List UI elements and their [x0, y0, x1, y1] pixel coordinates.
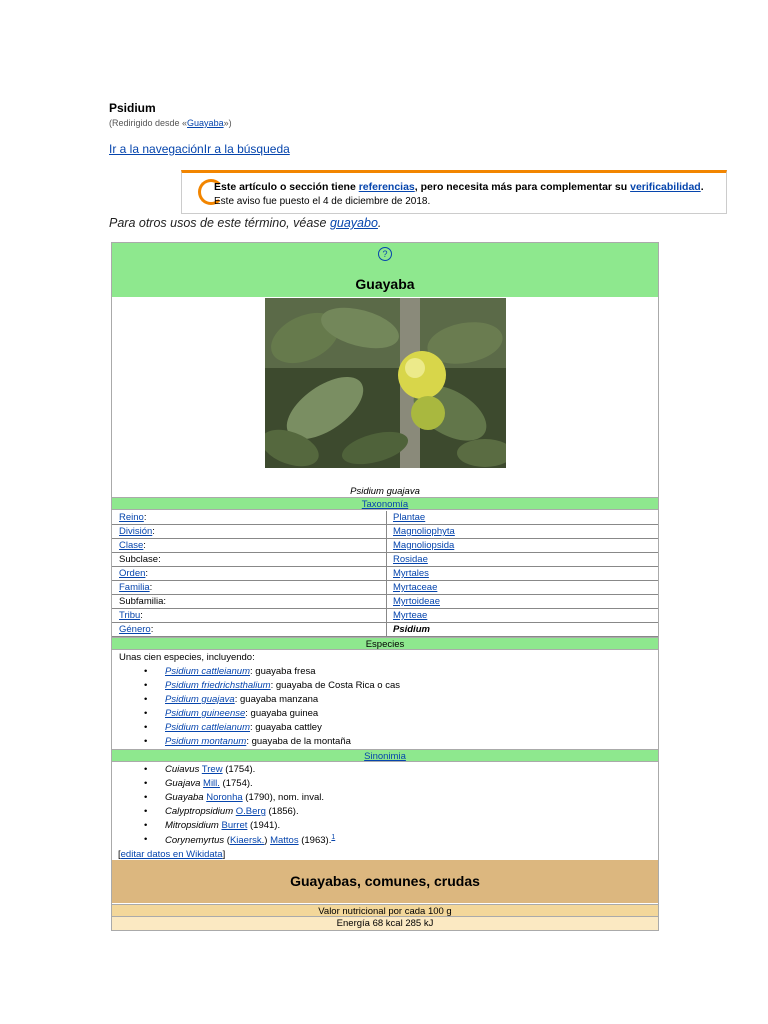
column-divider: [386, 609, 387, 622]
synonym-list: [112, 764, 335, 848]
synonym-year: (1941).: [247, 820, 281, 831]
rank-label: Subclase: [119, 554, 159, 565]
species-link[interactable]: Psidium friedrichsthalium: [165, 680, 271, 691]
redirect-note: [109, 118, 232, 128]
author-link[interactable]: Burret: [221, 820, 248, 831]
rank-label[interactable]: Familia: [119, 582, 150, 593]
edit-open: [: [118, 849, 121, 860]
rank-label[interactable]: Orden: [119, 568, 146, 579]
wikidata-edit: [118, 849, 225, 860]
synonym-genus: Guayaba: [165, 792, 204, 803]
especies-header: Especies: [112, 637, 658, 650]
synonym-genus: Cuiavus: [165, 764, 200, 775]
species-item: [112, 736, 400, 750]
edit-close: ]: [222, 849, 226, 860]
taxonomy-rank: Orden:: [119, 568, 149, 579]
taxonomy-row: [112, 553, 658, 567]
taxon-value[interactable]: Magnoliopsida: [393, 540, 455, 551]
taxonomy-rank: Clase:: [119, 540, 146, 551]
species-link[interactable]: Psidium cattleianum: [165, 722, 251, 733]
taxonomy-row: [112, 581, 658, 595]
notice-text-a: Este artículo o sección tiene: [214, 181, 359, 193]
taxonomy-rank: Tribu:: [119, 610, 143, 621]
species-common-name: : guayaba fresa: [250, 666, 316, 677]
author-link[interactable]: Mill.: [203, 778, 220, 789]
synonym-year: (1754).: [219, 778, 253, 789]
redirect-prefix: (Redirigido desde «: [109, 118, 188, 128]
rank-label[interactable]: Tribu: [119, 610, 141, 621]
guava-image: [265, 298, 506, 468]
taxonomy-row: [112, 525, 658, 539]
edit-wikidata-link[interactable]: editar datos en Wikidata: [120, 849, 223, 860]
taxonomy-rank: Subclase:: [119, 554, 161, 565]
author-link[interactable]: O.Berg: [235, 806, 266, 817]
taxonomy-row: [112, 595, 658, 609]
notice-text-c: .: [700, 181, 704, 193]
help-icon[interactable]: ?: [378, 247, 392, 261]
species-common-name: : guayaba manzana: [234, 694, 319, 705]
synonym-year: (1790), nom. inval.: [242, 792, 324, 803]
taxonomy-row: [112, 623, 658, 637]
taxonomy-rank: División:: [119, 526, 155, 537]
taxonomia-link[interactable]: Taxonomía: [361, 499, 409, 510]
infobox-title: Guayaba: [355, 276, 415, 292]
otros-end: .: [377, 216, 382, 230]
species-link[interactable]: Psidium cattleianum: [165, 666, 251, 677]
taxon-value[interactable]: Myrtales: [393, 568, 429, 579]
species-item: [112, 708, 400, 722]
synonym-item: [112, 834, 335, 848]
rank-label: Subfamilia: [119, 596, 164, 607]
taxon-value[interactable]: Magnoliophyta: [393, 526, 455, 537]
taxonomia-header: [112, 497, 658, 510]
species-item: [112, 680, 400, 694]
synonym-genus: Corynemyrtus: [165, 835, 225, 847]
synonym-item: [112, 806, 335, 820]
column-divider: [386, 595, 387, 608]
redirect-suffix: »): [223, 118, 232, 128]
taxon-value[interactable]: Myrteae: [393, 610, 428, 621]
paren-close: ): [264, 835, 271, 847]
sinonimia-header: [112, 749, 658, 762]
taxon-value[interactable]: Myrtoideae: [393, 596, 440, 607]
energy-row: Energía 68 kcal 285 kJ: [112, 917, 658, 930]
column-divider: [386, 623, 387, 636]
taxon-value[interactable]: Rosidae: [393, 554, 428, 565]
column-divider: [386, 525, 387, 538]
synonym-year: (1754).: [222, 764, 256, 775]
otros-text: Para otros usos de este término, véase: [109, 216, 330, 230]
notice-line1: [214, 181, 704, 193]
taxonomy-row: [112, 511, 658, 525]
rank-label[interactable]: Género: [119, 624, 151, 635]
column-divider: [386, 553, 387, 566]
notice-line2: Este aviso fue puesto el 4 de diciembre de 2018.: [214, 196, 431, 207]
disambiguation-note: [109, 216, 381, 230]
guayabo-link[interactable]: guayabo: [329, 216, 378, 230]
author-link[interactable]: Noronha: [206, 792, 243, 803]
taxonomy-row: [112, 567, 658, 581]
nutrition-title: Guayabas, comunes, crudas: [112, 860, 658, 903]
column-divider: [386, 511, 387, 524]
taxonomy-rank: Familia:: [119, 582, 153, 593]
guava-photo: [265, 298, 506, 468]
taxon-value[interactable]: Myrtaceae: [393, 582, 438, 593]
jump-search-link[interactable]: Ir a la búsqueda: [203, 142, 290, 156]
nutrition-value-row: Valor nutricional por cada 100 g: [112, 904, 658, 917]
column-divider: [386, 539, 387, 552]
verificabilidad-link[interactable]: verificabilidad: [630, 181, 701, 193]
paren-open: (: [226, 835, 230, 847]
image-caption: Psidium guajava: [350, 486, 420, 497]
species-common-name: : guayaba de Costa Rica o cas: [270, 680, 400, 691]
synonym-item: [112, 820, 335, 834]
synonym-year: (1963).: [298, 835, 332, 847]
jump-nav-link[interactable]: Ir a la navegación: [109, 142, 204, 156]
author-link[interactable]: Mattos: [270, 835, 299, 847]
species-intro: Unas cien especies, incluyendo:: [119, 652, 255, 663]
species-item: [112, 722, 400, 736]
reference-footnote[interactable]: 1: [331, 834, 336, 841]
synonym-item: [112, 792, 335, 806]
synonym-item: [112, 764, 335, 778]
infobox: [111, 242, 659, 931]
species-item: [112, 666, 400, 680]
taxon-value[interactable]: Plantae: [393, 512, 426, 523]
author-link[interactable]: Trew: [201, 764, 223, 775]
rank-label[interactable]: División: [119, 526, 153, 537]
taxonomy-rank: Género:: [119, 624, 154, 635]
page-title: Psidium: [109, 101, 156, 115]
synonym-year: (1856).: [265, 806, 299, 817]
species-item: [112, 694, 400, 708]
species-link[interactable]: Psidium montanum: [165, 736, 247, 747]
species-common-name: : guayaba cattley: [250, 722, 322, 733]
taxonomy-rank: Reino:: [119, 512, 147, 523]
species-common-name: : guayaba guinea: [245, 708, 319, 719]
taxonomy-row: [112, 539, 658, 553]
taxonomy-row: [112, 609, 658, 623]
taxon-value: Psidium: [393, 624, 430, 635]
redirect-link[interactable]: Guayaba: [187, 118, 224, 128]
species-list: [112, 666, 400, 750]
rank-label[interactable]: Reino: [119, 512, 144, 523]
species-link[interactable]: Psidium guajava: [165, 694, 235, 705]
synonym-genus: Guajava: [165, 778, 201, 789]
column-divider: [386, 581, 387, 594]
references-notice: [181, 170, 727, 214]
jump-links: [109, 142, 290, 156]
column-divider: [386, 567, 387, 580]
rank-label[interactable]: Clase: [119, 540, 144, 551]
species-link[interactable]: Psidium guineense: [165, 708, 246, 719]
species-common-name: : guayaba de la montaña: [246, 736, 351, 747]
synonym-genus: Mitropsidium: [165, 820, 219, 831]
notice-text-b: , pero necesita más para complementar su: [414, 181, 631, 193]
sinonimia-link[interactable]: Sinonimia: [364, 751, 406, 762]
synonym-item: [112, 778, 335, 792]
synonym-genus: Calyptropsidium: [165, 806, 234, 817]
author-link[interactable]: Kiaersk.: [229, 835, 265, 847]
infobox-header: [112, 243, 658, 297]
referencias-link[interactable]: referencias: [358, 181, 415, 193]
taxonomy-rank: Subfamilia:: [119, 596, 166, 607]
